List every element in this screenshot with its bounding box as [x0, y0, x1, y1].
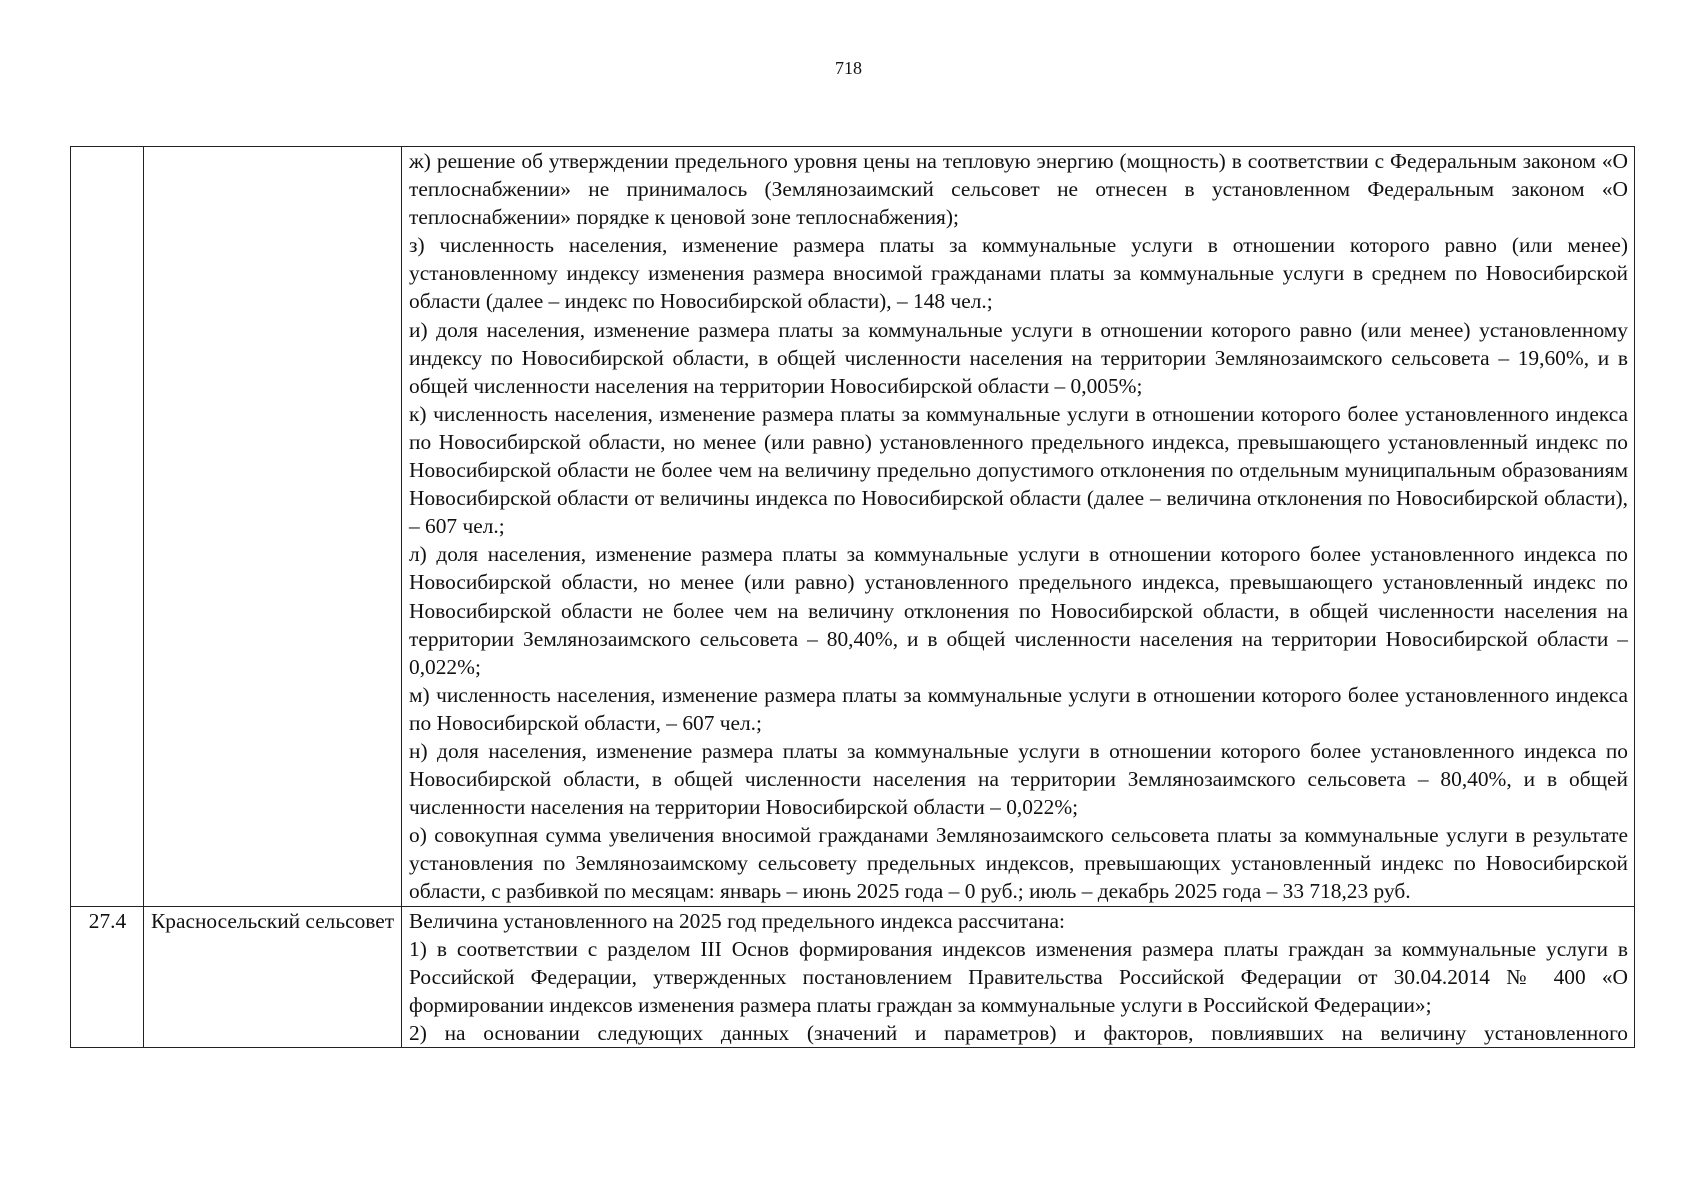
paragraph-z: з) численность населения, изменение размера платы за коммунальные услуги в отношении которого равно (или менее) установленному индексу изменения размера вносимой гражданами платы за коммунальные услуги в среднем по Новосибирской области (далее – индекс по Новосибирской области), – 148 чел.; — [409, 233, 1628, 314]
paragraph-zh: ж) решение об утверждении предельного уровня цены на тепловую энергию (мощность) в соответствии с Федеральным законом «О теплоснабжении» не принималось (Землянозаимский сельсовет не отнесен в установленном Федеральным законом «О теплоснабжении» порядке к ценовой зоне теплоснабжения); — [409, 149, 1628, 230]
row-number-cell — [71, 147, 144, 907]
row-description-cell — [402, 906, 1635, 1047]
paragraph-o: о) совокупная сумма увеличения вносимой гражданами Землянозаимского сельсовета платы за коммунальные услуги в результате установления по Землянозаимскому сельсовету предельных индексов, превышающих установленный индекс по Новосибирской области, с разбивкой по месяцам: январь – июнь 2025 года – 0 руб.; июль – декабрь 2025 года – 33 718,23 руб. — [409, 823, 1628, 904]
table-row — [71, 906, 1635, 1047]
paragraph-m: м) численность населения, изменение размера платы за коммунальные услуги в отношении которого более установленного индекса по Новосибирской области, – 607 чел.; — [409, 682, 1628, 735]
table-row — [71, 147, 1635, 907]
paragraph-intro: Величина установленного на 2025 год предельного индекса рассчитана: — [409, 908, 1065, 933]
paragraph-k: к) численность населения, изменение размера платы за коммунальные услуги в отношении которого более установленного индекса по Новосибирской области, но менее (или равно) установленного предельного индекса, превышающего установленный индекс по Новосибирской области не более чем на величину предельно допустимого отклонения по отдельным муниципальным образованиям Новосибирской области от величины индекса по Новосибирской области (далее – величина отклонения по Новосибирской области), – 607 чел.; — [409, 401, 1628, 539]
page-number: 718 — [835, 58, 862, 78]
paragraph-n: н) доля населения, изменение размера платы за коммунальные услуги в отношении которого более установленного индекса по Новосибирской области, в общей численности населения на территории Землянозаимского сельсовета – 80,40%, и в общей численности населения на территории Новосибирской области – 0,022%; — [409, 738, 1628, 820]
row-number-cell: 27.4 — [71, 906, 144, 1047]
paragraph-i: и) доля населения, изменение размера платы за коммунальные услуги в отношении которого равно (или менее) установленному индексу по Новосибирской области, в общей численности населения на территории Землянозаимского сельсовета – 19,60%, и в общей численности населения на территории Новосибирской области – 0,005%; — [409, 317, 1628, 398]
document-table — [70, 146, 1635, 1048]
municipality-name-cell: Красносельский сельсовет — [144, 906, 402, 1047]
row-description-cell — [402, 147, 1635, 907]
paragraph-2: 2) на основании следующих данных (значений и параметров) и факторов, повлиявших на величину установленного — [409, 1020, 1628, 1045]
paragraph-1: 1) в соответствии с разделом III Основ формирования индексов изменения размера платы граждан за коммунальные услуги в Российской Федерации, утвержденных постановлением Правительства Российской Федерации от 30.04.2014 № 400 «О формировании индексов изменения размера платы граждан за коммунальные услуги в Российской Федерации»; — [409, 936, 1628, 1017]
paragraph-l: л) доля населения, изменение размера платы за коммунальные услуги в отношении которого более установленного индекса по Новосибирской области, но менее (или равно) установленного предельного индекса, превышающего установленный индекс по Новосибирской области не более чем на величину отклонения по Новосибирской области, в общей численности населения на территории Землянозаимского сельсовета – 80,40%, и в общей численности населения на территории Новосибирской области – 0,022%; — [409, 542, 1628, 679]
municipality-name-cell — [144, 147, 402, 907]
